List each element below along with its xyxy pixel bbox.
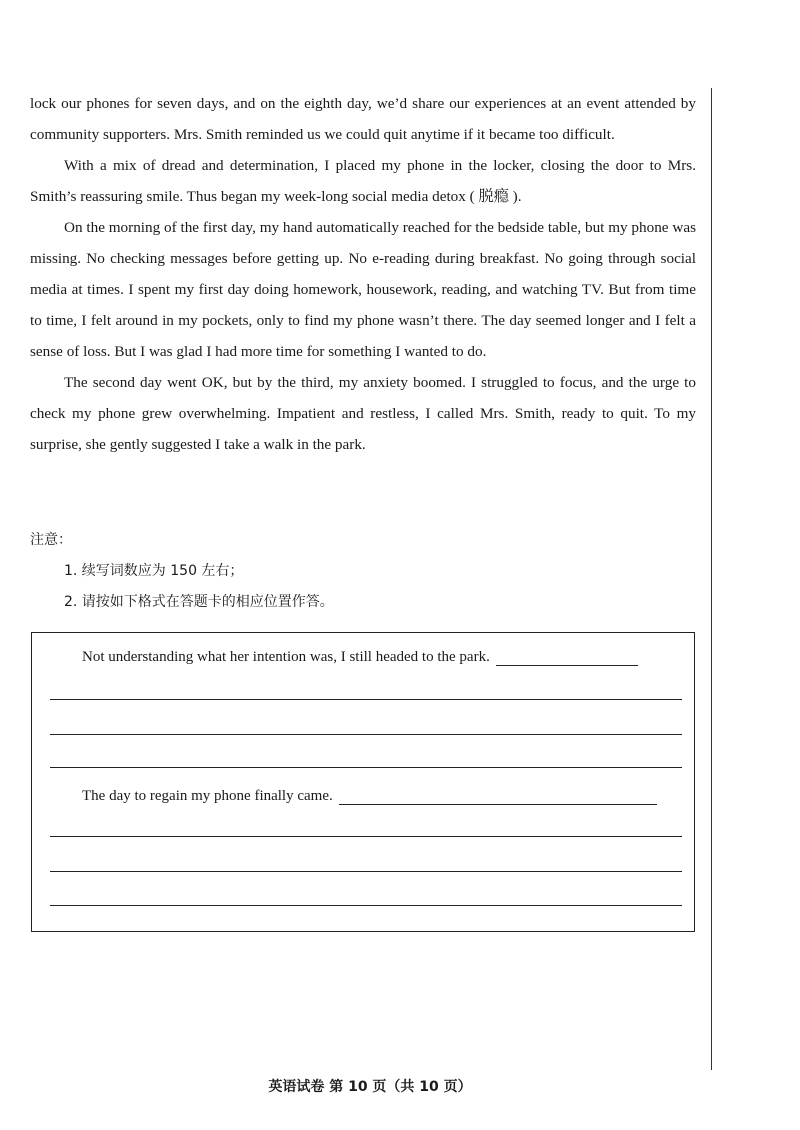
note-item-1: 1. 续写词数应为 150 左右； <box>64 563 244 579</box>
paragraph-1: lock our phones for seven days, and on the eighth day, we’d share our experiences at an event attended by community supporters. Mrs. Smith reminded us we could quit anytime if it became too difficult. <box>30 95 696 143</box>
note-item-2: 2. 请按如下格式在答题卡的相应位置作答。 <box>64 594 334 610</box>
prompt-2-blank[interactable] <box>339 790 657 805</box>
prompt-1-blank[interactable] <box>496 651 638 666</box>
margin-rule <box>711 88 712 1070</box>
notes-heading: 注意： <box>30 532 72 548</box>
paragraph-2: With a mix of dread and determination, I placed my phone in the locker, closing the door to Mrs. Smith’s reassuring smile. Thus began my week-long social media detox ( 脱瘾 ). <box>30 157 696 205</box>
answer-box <box>31 632 695 932</box>
writing-line[interactable] <box>50 734 682 735</box>
writing-line[interactable] <box>50 699 682 700</box>
writing-line[interactable] <box>50 871 682 872</box>
writing-line[interactable] <box>50 905 682 906</box>
page-footer: 英语试卷 第 10 页（共 10 页） <box>268 1079 472 1095</box>
paragraph-3: On the morning of the first day, my hand automatically reached for the bedside table, but my phone was missing. No checking messages before getting up. No e-reading during breakfast. No going through social media at times. I spent my first day doing homework, housework, reading, and watching TV. But from time to time, I felt around in my pockets, only to find my phone wasn’t there. The day seemed longer and I felt a sense of loss. But I was glad I had more time for something I wanted to do. <box>30 219 696 360</box>
prompt-1-text: Not understanding what her intention was, I still headed to the park. <box>82 649 490 665</box>
reading-passage <box>30 88 696 460</box>
notes-section <box>30 525 696 618</box>
paragraph-4: The second day went OK, but by the third, my anxiety boomed. I struggled to focus, and the urge to check my phone grew overwhelming. Impatient and restless, I called Mrs. Smith, ready to quit. To my surprise, she gently suggested I take a walk in the park. <box>30 374 696 453</box>
writing-line[interactable] <box>50 836 682 837</box>
writing-line[interactable] <box>50 767 682 768</box>
prompt-2-text: The day to regain my phone finally came. <box>82 788 333 804</box>
prompt-line-1 <box>82 649 638 666</box>
prompt-line-2 <box>82 788 657 805</box>
